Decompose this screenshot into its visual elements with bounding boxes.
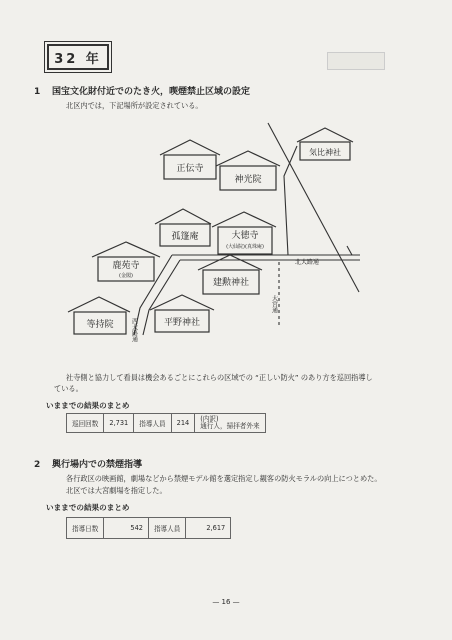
section2-title: 興行場内での禁煙指導 [52, 460, 143, 470]
road-label-omiya: 大宮通 [270, 295, 278, 313]
section2-number: 2 [34, 460, 41, 470]
temple-label-hirano: 平野神社 [163, 318, 201, 328]
value-guidance-days: 542 [104, 518, 149, 539]
label-guidance-days: 指導日数 [67, 518, 104, 539]
section1-summary-table [66, 413, 266, 433]
section1-number: 1 [34, 87, 41, 97]
page-number: — 16 — [212, 598, 240, 606]
temple-label-kenkun: 建勲神社 [212, 278, 250, 288]
road-label-nishioji: 西大路通 [130, 318, 138, 342]
value-guided-people-2: 2,617 [186, 518, 231, 539]
breakdown-note-line2: 通行人，掃拝者外来 [200, 422, 260, 430]
temple-label-daitokuji: 大徳寺 [231, 231, 259, 241]
section1-body-line1: 社寺側と協力して看員は機会あるごとにこれらの区域での “正しい防火” のあり方を巡回指導し [66, 373, 373, 382]
road-label-kitaoji: 北大路通 [294, 259, 320, 266]
temple-label-kehi: 気比神社 [309, 148, 341, 157]
section1-body-line2: ている。 [54, 384, 83, 393]
north-connector-road [284, 146, 297, 255]
label-guided-people: 指導人員 [134, 414, 171, 433]
label-patrol-count: 巡回回数 [67, 414, 104, 433]
section2-heading [34, 457, 142, 470]
breakdown-note-line1: (内訳) [200, 415, 219, 423]
value-patrol-count: 2,731 [104, 414, 134, 433]
section2-summary-title: いままでの結果のまとめ [46, 503, 130, 512]
temple-label-shodenji: 正伝寺 [176, 164, 204, 174]
temple-label-kohoan: 孤篷庵 [171, 232, 199, 242]
section2-summary-table [66, 517, 231, 539]
section1-title: 国宝文化財付近でのたき火，喫煙禁止区域の設定 [52, 87, 251, 97]
section2-line1: 各行政区の映画館，劇場などから禁煙モデル館を選定指定し観客の防火モラルの向上につとめた。 [66, 474, 382, 483]
temple-label-jinkoin: 神光院 [234, 175, 262, 185]
section2-line2: 北区では大宮劇場を指定した。 [66, 486, 167, 495]
temple-sublabel-rokuonji: (金閣) [119, 273, 133, 279]
year-label: 32 年 [54, 51, 102, 67]
section1-intro: 北区内では，下記場所が設定されている。 [66, 101, 203, 110]
temple-sublabel-daitokuji: (大仙院)(真珠庵) [226, 244, 264, 250]
label-guided-people-2: 指導人員 [148, 518, 185, 539]
breakdown-note [195, 414, 265, 433]
temple-label-tojiin: 等持院 [86, 320, 114, 330]
temple-label-rokuonji: 鹿苑寺 [112, 261, 140, 271]
section1-summary-title: いままでの結果のまとめ [46, 401, 130, 410]
value-guided-people: 214 [171, 414, 195, 433]
